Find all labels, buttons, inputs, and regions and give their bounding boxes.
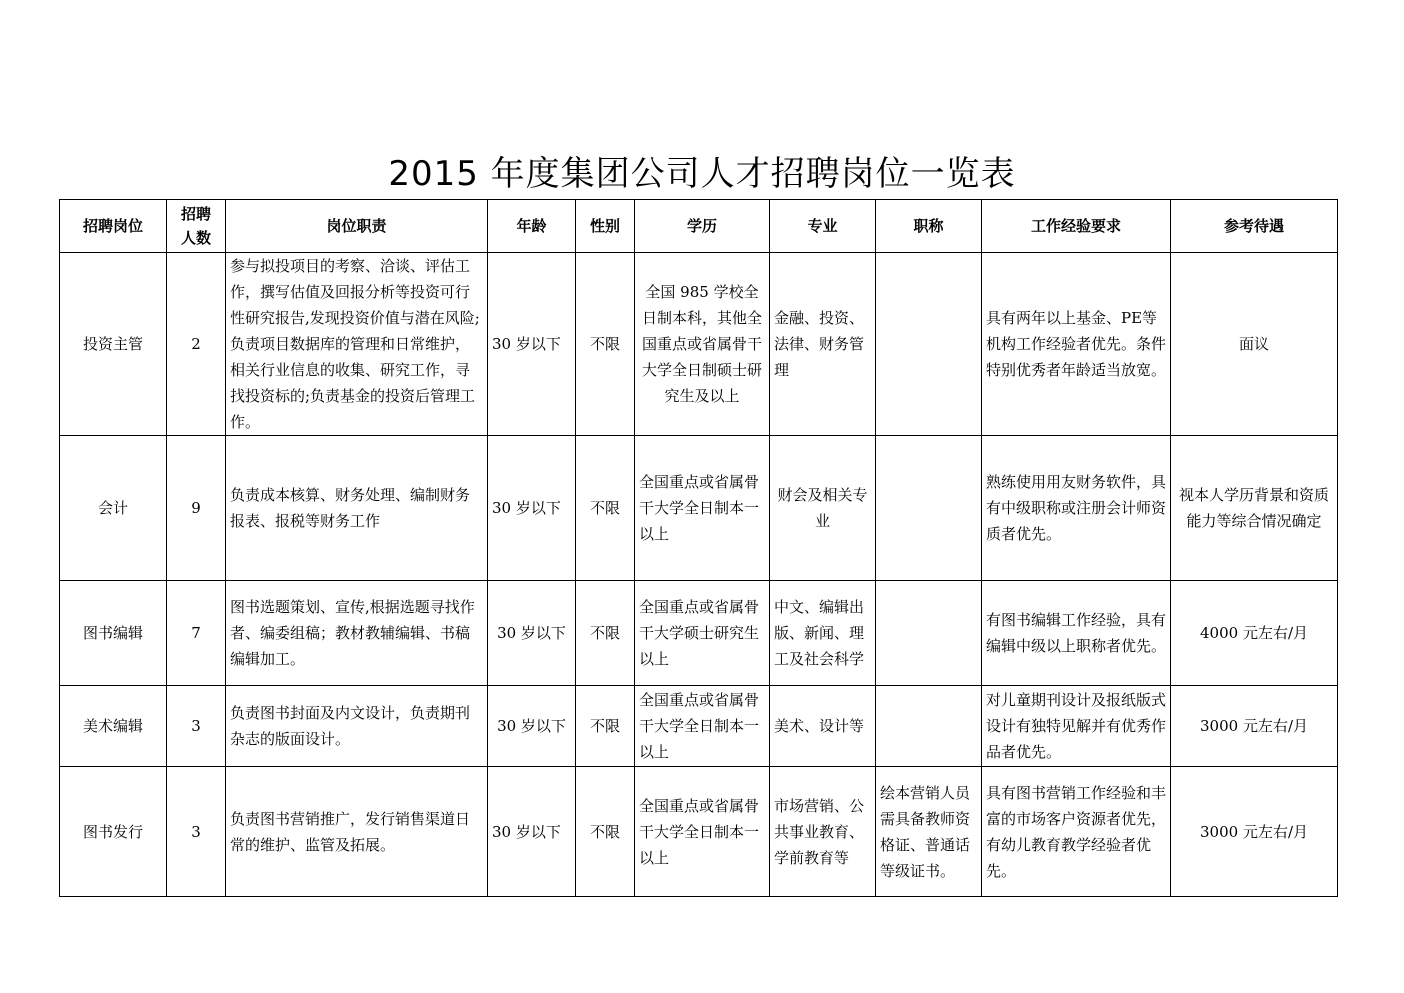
cell-salary: 3000 元左右/月 <box>1171 686 1338 767</box>
cell-position: 投资主管 <box>60 253 167 436</box>
header-experience: 工作经验要求 <box>982 200 1171 253</box>
cell-gender: 不限 <box>576 767 635 897</box>
cell-education: 全国重点或省属骨干大学硕士研究生以上 <box>635 581 770 686</box>
page-title: 2015 年度集团公司人才招聘岗位一览表 <box>388 154 1016 194</box>
cell-experience: 有图书编辑工作经验，具有编辑中级以上职称者优先。 <box>982 581 1171 686</box>
cell-duties: 参与拟投项目的考察、洽谈、评估工作，撰写估值及回报分析等投资可行性研究报告,发现投资价值与潜在风险;负责项目数据库的管理和日常维护，相关行业信息的收集、研究工作，寻找投资标的;负责基金的投资后管理工作。 <box>226 253 488 436</box>
cell-salary: 视本人学历背景和资质能力等综合情况确定 <box>1171 436 1338 581</box>
cell-gender: 不限 <box>576 436 635 581</box>
cell-salary: 4000 元左右/月 <box>1171 581 1338 686</box>
table-row <box>60 253 1338 436</box>
recruitment-table <box>59 199 1338 897</box>
cell-count: 9 <box>167 436 226 581</box>
header-major: 专业 <box>770 200 876 253</box>
cell-duties: 图书选题策划、宣传,根据选题寻找作者、编委组稿；教材教辅编辑、书稿编辑加工。 <box>226 581 488 686</box>
header-gender: 性别 <box>576 200 635 253</box>
cell-education: 全国重点或省属骨干大学全日制本一以上 <box>635 686 770 767</box>
cell-title: 绘本营销人员需具备教师资格证、普通话等级证书。 <box>876 767 982 897</box>
table-row <box>60 436 1338 581</box>
header-count <box>167 200 226 253</box>
cell-gender: 不限 <box>576 686 635 767</box>
cell-major: 美术、设计等 <box>770 686 876 767</box>
cell-duties: 负责图书营销推广，发行销售渠道日常的维护、监管及拓展。 <box>226 767 488 897</box>
cell-age: 30 岁以下 <box>488 767 576 897</box>
cell-age: 30 岁以下 <box>488 686 576 767</box>
cell-major: 财会及相关专业 <box>770 436 876 581</box>
cell-gender: 不限 <box>576 581 635 686</box>
cell-count: 2 <box>167 253 226 436</box>
cell-position: 美术编辑 <box>60 686 167 767</box>
table-row <box>60 686 1338 767</box>
cell-position: 图书发行 <box>60 767 167 897</box>
header-count-line1: 招聘 <box>180 205 211 223</box>
cell-experience: 对儿童期刊设计及报纸版式设计有独特见解并有优秀作品者优先。 <box>982 686 1171 767</box>
cell-title <box>876 581 982 686</box>
cell-salary: 面议 <box>1171 253 1338 436</box>
table-row <box>60 767 1338 897</box>
header-salary: 参考待遇 <box>1171 200 1338 253</box>
cell-age: 30 岁以下 <box>488 436 576 581</box>
header-duties: 岗位职责 <box>226 200 488 253</box>
cell-age: 30 岁以下 <box>488 253 576 436</box>
cell-gender: 不限 <box>576 253 635 436</box>
table-header-row <box>60 200 1338 253</box>
cell-major: 市场营销、公共事业教育、学前教育等 <box>770 767 876 897</box>
cell-title <box>876 253 982 436</box>
cell-education: 全国 985 学校全日制本科，其他全国重点或省属骨干大学全日制硕士研究生及以上 <box>635 253 770 436</box>
cell-duties: 负责成本核算、财务处理、编制财务报表、报税等财务工作 <box>226 436 488 581</box>
cell-salary: 3000 元左右/月 <box>1171 767 1338 897</box>
cell-education: 全国重点或省属骨干大学全日制本一以上 <box>635 436 770 581</box>
cell-major: 中文、编辑出版、新闻、理工及社会科学 <box>770 581 876 686</box>
cell-experience: 具有图书营销工作经验和丰富的市场客户资源者优先，有幼儿教育教学经验者优先。 <box>982 767 1171 897</box>
cell-experience: 熟练使用用友财务软件，具有中级职称或注册会计师资质者优先。 <box>982 436 1171 581</box>
cell-major: 金融、投资、法律、财务管理 <box>770 253 876 436</box>
cell-position: 会计 <box>60 436 167 581</box>
cell-age: 30 岁以下 <box>488 581 576 686</box>
cell-count: 7 <box>167 581 226 686</box>
cell-education: 全国重点或省属骨干大学全日制本一以上 <box>635 767 770 897</box>
table-row <box>60 581 1338 686</box>
cell-duties: 负责图书封面及内文设计，负责期刊杂志的版面设计。 <box>226 686 488 767</box>
cell-count: 3 <box>167 767 226 897</box>
header-age: 年龄 <box>488 200 576 253</box>
cell-title <box>876 686 982 767</box>
header-count-line2: 人数 <box>180 229 211 247</box>
cell-title <box>876 436 982 581</box>
header-title: 职称 <box>876 200 982 253</box>
header-education: 学历 <box>635 200 770 253</box>
cell-count: 3 <box>167 686 226 767</box>
cell-experience: 具有两年以上基金、PE等机构工作经验者优先。条件特别优秀者年龄适当放宽。 <box>982 253 1171 436</box>
cell-position: 图书编辑 <box>60 581 167 686</box>
header-position: 招聘岗位 <box>60 200 167 253</box>
